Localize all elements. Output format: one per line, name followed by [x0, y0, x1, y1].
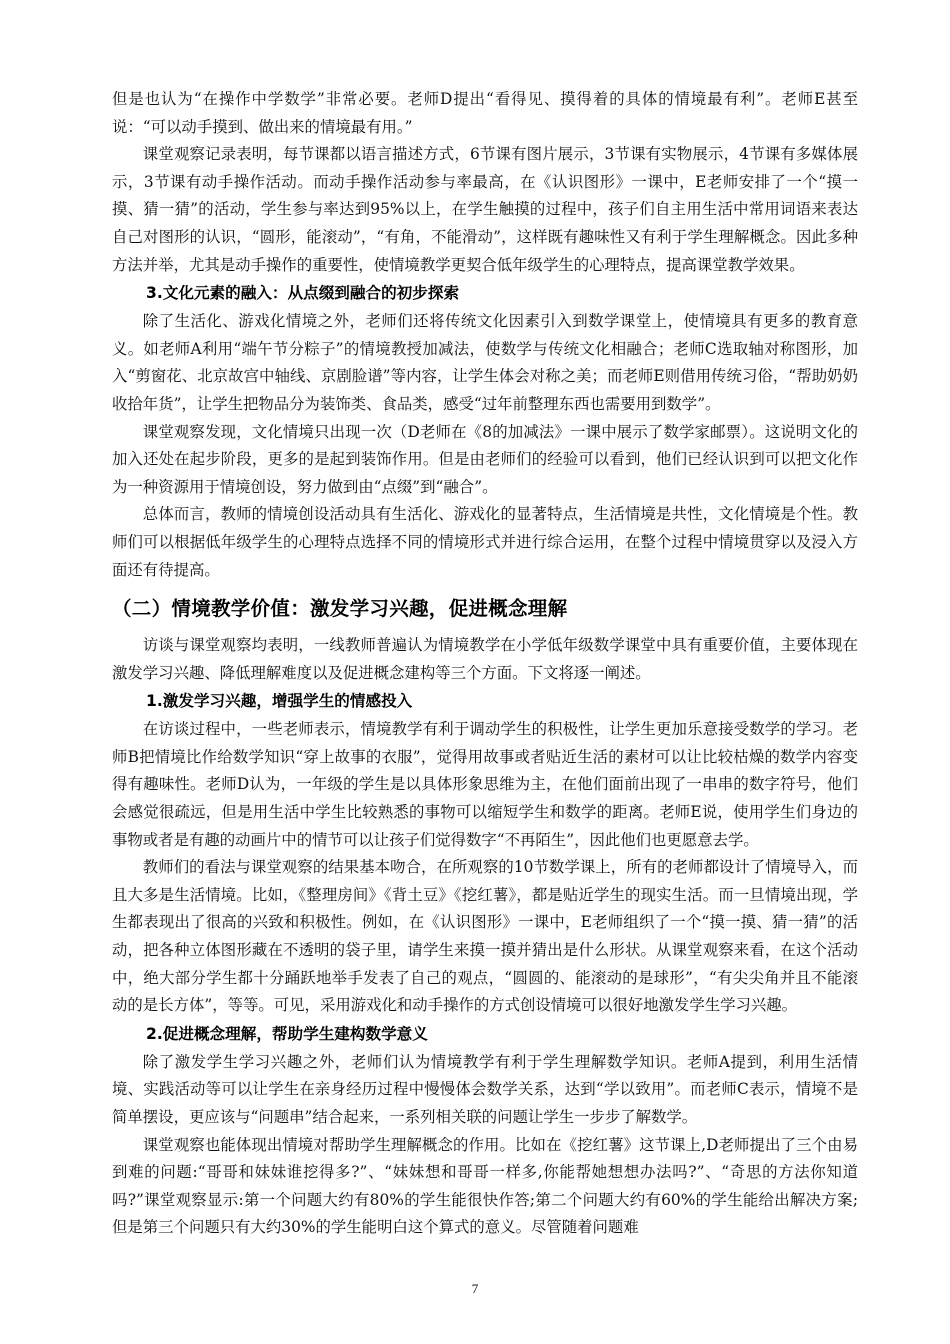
- subheading-concept-understanding: 2.促进概念理解，帮助学生建构数学意义: [146, 1024, 428, 1043]
- paragraph: 访谈与课堂观察均表明，一线教师普遍认为情境教学在小学低年级数学课堂中具有重要价值，主要体现在激发学习兴趣、降低理解难度以及促进概念建构等三个方面。下文将逐一阐述。: [112, 636, 858, 682]
- subheading-cultural-elements: 3.文化元素的融入：从点缀到融合的初步探索: [146, 284, 460, 303]
- paragraph: 课堂观察发现，文化情境只出现一次（D老师在《8的加减法》一课中展示了数学家邮票）。这说明文化的加入还处在起步阶段，更多的是起到装饰作用。但是由老师们的经验可以看到，他们已经认识到可以把文化作为一种资源用于情境创设，努力做到由“点缀”到“融合”。: [112, 422, 858, 496]
- paragraph: 除了生活化、游戏化情境之外，老师们还将传统文化因素引入到数学课堂上，使情境具有更多的教育意义。如老师A利用“端午节分粽子”的情境教授加减法，使数学与传统文化相融合；老师C选取轴对称图形，加入“剪窗花、北京故宫中轴线、京剧脸谱”等内容，让学生体会对称之美；而老师E则借用传统习俗，“帮助奶奶收拾年货”，让学生把物品分为装饰类、食品类，感受“过年前整理东西也需要用到数学”。: [112, 312, 858, 413]
- subheading-learning-interest: 1.激发学习兴趣，增强学生的情感投入: [146, 692, 413, 711]
- section-heading-teaching-value: （二）情境教学价值：激发学习兴趣，促进概念理解: [112, 597, 568, 621]
- paragraph: 在访谈过程中，一些老师表示，情境教学有利于调动学生的积极性，让学生更加乐意接受数学的学习。老师B把情境比作给数学知识“穿上故事的衣服”，觉得用故事或者贴近生活的素材可以让比较枯燥的数学内容变得有趣味性。老师D认为，一年级的学生是以具体形象思维为主，在他们面前出现了一串串的数字符号，他们会感觉很疏远，但是用生活中学生比较熟悉的事物可以缩短学生和数学的距离。老师E说，使用学生们身边的事物或者是有趣的动画片中的情节可以让孩子们觉得数字“不再陌生”，因此他们也更愿意去学。: [112, 720, 858, 849]
- paragraph: 但是也认为“在操作中学数学”非常必要。老师D提出“看得见、摸得着的具体的情境最有利”。老师E甚至说：“可以动手摸到、做出来的情境最有用。”: [112, 90, 858, 136]
- paragraph: 教师们的看法与课堂观察的结果基本吻合，在所观察的10节数学课上，所有的老师都设计了情境导入，而且大多是生活情境。比如，《整理房间》《背土豆》《挖红薯》，都是贴近学生的现实生活。而一旦情境出现，学生都表现出了很高的兴致和积极性。例如，在《认识图形》一课中，E老师组织了一个“摸一摸、猜一猜”的活动，把各种立体图形藏在不透明的袋子里，请学生来摸一摸并猜出是什么形状。从课堂观察来看，在这个活动中，绝大部分学生都十分踊跃地举手发表了自己的观点，“圆圆的、能滚动的是球形”，“有尖尖角并且不能滚动的是长方体”，等等。可见，采用游戏化和动手操作的方式创设情境可以很好地激发学生学习兴趣。: [112, 858, 858, 1015]
- paragraph: 总体而言，教师的情境创设活动具有生活化、游戏化的显著特点，生活情境是共性，文化情境是个性。教师们可以根据低年级学生的心理特点选择不同的情境形式并进行综合运用，在整个过程中情境贯穿以及浸入方面还有待提高。: [112, 505, 858, 579]
- document-body: [112, 86, 858, 1242]
- paragraph: 课堂观察也能体现出情境对帮助学生理解概念的作用。比如在《挖红薯》这节课上,D老师提出了三个由易到难的问题:“哥哥和妹妹谁挖得多?”、“妹妹想和哥哥一样多,你能帮她想想办法吗?”、“奇思的方法你知道吗?”课堂观察显示:第一个问题大约有80%的学生能很快作答;第二个问题大约有60%的学生能给出解决方案;但是第三个问题只有大约30%的学生能明白这个算式的意义。尽管随着问题难: [112, 1135, 858, 1237]
- paragraph: 课堂观察记录表明，每节课都以语言描述方式，6节课有图片展示，3节课有实物展示，4节课有多媒体展示，3节课有动手操作活动。而动手操作活动参与率最高，在《认识图形》一课中，E老师安排了一个“摸一摸、猜一猜”的活动，学生参与率达到95%以上，在学生触摸的过程中，孩子们自主用生活中常用词语来表达自己对图形的认识，“圆形，能滚动”，“有角，不能滑动”，这样既有趣味性又有利于学生理解概念。因此多种方法并举，尤其是动手操作的重要性，使情境教学更契合低年级学生的心理特点，提高课堂教学效果。: [112, 145, 858, 274]
- page-number: 7: [471, 1281, 479, 1296]
- paragraph: 除了激发学生学习兴趣之外，老师们认为情境教学有利于学生理解数学知识。老师A提到，利用生活情境、实践活动等可以让学生在亲身经历过程中慢慢体会数学关系，达到“学以致用”。而老师C表示，情境不是简单摆设，更应该与“问题串”结合起来，一系列相关联的问题让学生一步步了解数学。: [112, 1052, 858, 1126]
